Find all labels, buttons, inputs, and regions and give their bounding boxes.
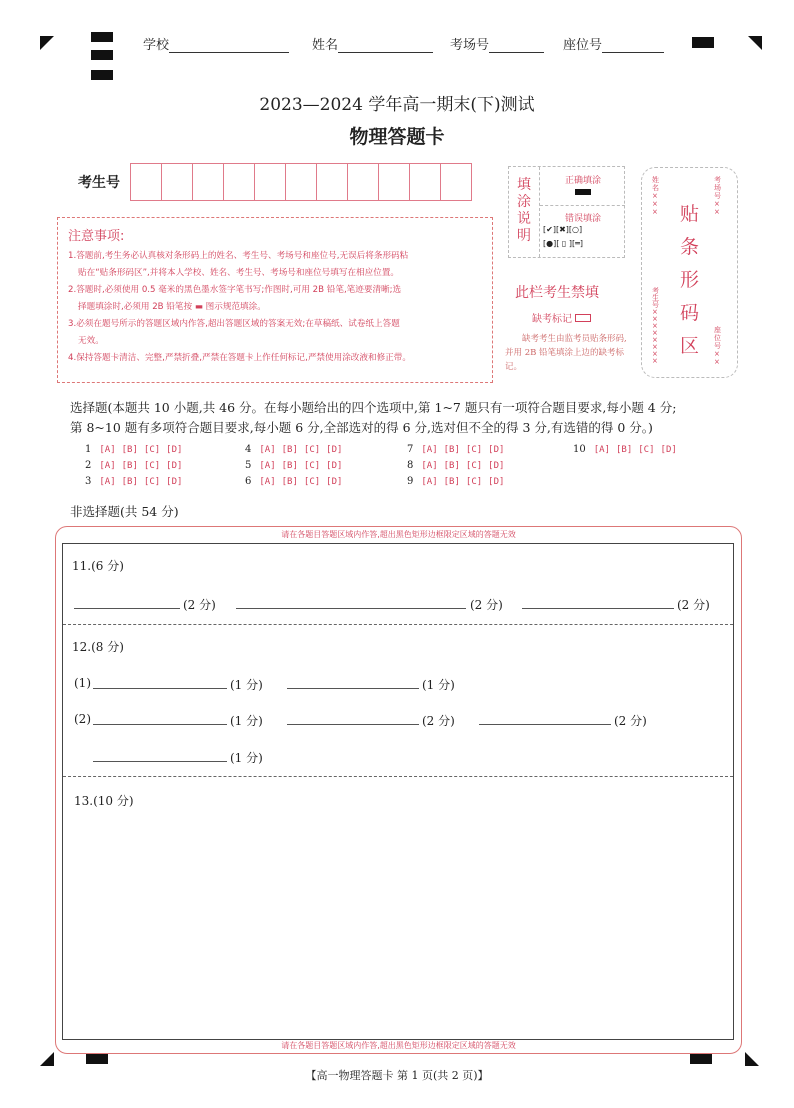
question-number: 4 bbox=[245, 444, 252, 455]
timing-mark bbox=[690, 1053, 712, 1064]
option-bubble[interactable]: [B] bbox=[281, 477, 298, 487]
page-title: 2023—2024 学年高一期末(下)测试 bbox=[259, 95, 535, 115]
barcode-room: 考场号×× bbox=[714, 176, 721, 216]
option-bubble[interactable]: [A] bbox=[99, 461, 116, 471]
correct-fill-label: 正确填涂 bbox=[564, 176, 601, 186]
score: (2 分) bbox=[614, 714, 647, 728]
exam-room-label: 考场号 bbox=[450, 38, 490, 53]
option-bubble[interactable]: [A] bbox=[259, 477, 276, 487]
option-bubble[interactable]: [D] bbox=[660, 445, 677, 455]
option-bubble[interactable]: [C] bbox=[465, 445, 483, 455]
option-bubble[interactable]: [B] bbox=[121, 461, 138, 471]
student-id-label: 考生号 bbox=[78, 175, 120, 191]
school-field[interactable] bbox=[143, 34, 289, 53]
note-item: 2.答题时,必须使用 0.5 毫米的黑色墨水签字笔书写;作图时,可用 2B 铅笔,笔迹要清晰;选 bbox=[68, 285, 402, 295]
option-bubble[interactable]: [B] bbox=[443, 461, 460, 471]
school-label: 学校 bbox=[143, 38, 170, 53]
note-item: 3.必须在题号所示的答题区域内作答,超出答题区域的答案无效;在草稿纸、试卷纸上答题 bbox=[68, 319, 400, 329]
option-bubble[interactable]: [A] bbox=[593, 445, 610, 455]
corner-mark bbox=[748, 36, 762, 50]
option-bubble[interactable]: [C] bbox=[303, 461, 321, 471]
option-bubble[interactable]: [C] bbox=[143, 445, 161, 455]
q12-answer-1a[interactable] bbox=[93, 676, 227, 689]
score: (2 分) bbox=[470, 598, 503, 612]
score: (1 分) bbox=[230, 714, 263, 728]
note-item: 无效。 bbox=[78, 336, 104, 346]
score: (2 分) bbox=[422, 714, 455, 728]
choice-question bbox=[85, 444, 188, 455]
choice-question bbox=[245, 460, 348, 471]
choice-question bbox=[407, 444, 510, 455]
option-bubble[interactable]: [C] bbox=[303, 445, 321, 455]
barcode-seat: 座位号×× bbox=[714, 326, 721, 366]
choice-line: 第 8~10 题有多项符合题目要求,每小题 6 分,全部选对的得 6 分,选对但不全的得 3 分,有选错的得 0 分。) bbox=[70, 420, 653, 435]
choice-question bbox=[407, 460, 510, 471]
barcode-name: 姓名××× bbox=[652, 176, 659, 216]
nonchoice-title: 非选择题(共 54 分) bbox=[70, 504, 179, 519]
option-bubble[interactable]: [A] bbox=[99, 477, 116, 487]
q12-label: 12.(8 分) bbox=[72, 640, 124, 654]
wrong-fill-label: 错误填涂 bbox=[564, 214, 601, 224]
corner-mark bbox=[40, 1052, 54, 1066]
absent-label: 缺考标记 bbox=[532, 314, 572, 325]
wrong-fill-samples: [●][ ▯ ][═] bbox=[543, 239, 584, 248]
option-bubble[interactable]: [A] bbox=[259, 445, 276, 455]
timing-mark bbox=[692, 37, 714, 48]
q13-answer-area[interactable] bbox=[63, 790, 733, 1038]
wrong-fill-samples: [✔][✖][○] bbox=[543, 225, 583, 234]
option-bubble[interactable]: [D] bbox=[166, 461, 183, 471]
choice-question bbox=[85, 476, 188, 487]
option-bubble[interactable]: [D] bbox=[166, 477, 183, 487]
timing-mark bbox=[91, 50, 113, 60]
question-number: 5 bbox=[245, 460, 252, 471]
barcode-id: 考生号×××××××× bbox=[652, 287, 659, 365]
question-number: 6 bbox=[245, 476, 252, 487]
option-bubble[interactable]: [A] bbox=[421, 477, 438, 487]
seat-field[interactable] bbox=[563, 34, 664, 53]
exam-room-field[interactable] bbox=[450, 34, 544, 53]
score: (1 分) bbox=[230, 751, 263, 765]
choice-question bbox=[245, 476, 348, 487]
choice-question bbox=[407, 476, 510, 487]
q11-answer-1[interactable] bbox=[74, 596, 180, 609]
option-bubble[interactable]: [A] bbox=[421, 461, 438, 471]
fill-guide bbox=[508, 166, 625, 258]
option-bubble[interactable]: [D] bbox=[166, 445, 183, 455]
option-bubble[interactable]: [A] bbox=[99, 445, 116, 455]
option-bubble[interactable]: [C] bbox=[638, 445, 655, 455]
forbidden-title: 此栏考生禁填 bbox=[515, 285, 599, 301]
score: (1 分) bbox=[422, 678, 455, 692]
q11-label: 11.(6 分) bbox=[72, 559, 124, 573]
question-number: 1 bbox=[85, 444, 92, 455]
question-number: 2 bbox=[85, 460, 92, 471]
q11-answer-3[interactable] bbox=[522, 596, 674, 609]
absent-mark[interactable] bbox=[532, 310, 591, 325]
student-id-grid[interactable] bbox=[130, 163, 472, 201]
option-bubble[interactable]: [D] bbox=[326, 477, 343, 487]
note-item: 1.答题前,考生务必认真核对条形码上的姓名、考生号、考场号和座位号,无误后将条形码粘 bbox=[68, 251, 409, 261]
option-bubble[interactable]: [B] bbox=[281, 461, 298, 471]
option-bubble[interactable]: [C] bbox=[303, 477, 321, 487]
note-item: 贴在“贴条形码区”,并将本人学校、姓名、考生号、考场号和座位号填写在相应位置。 bbox=[78, 268, 400, 278]
option-bubble[interactable]: [D] bbox=[326, 461, 343, 471]
choice-line: 选择题(本题共 10 小题,共 46 分。在每小题给出的四个选项中,第 1~7 题只有一项符合题目要求,每小题 4 分; bbox=[70, 400, 677, 415]
q11-answer-2[interactable] bbox=[236, 596, 466, 609]
barcode-title: 贴条形码区 bbox=[680, 203, 700, 357]
notes-title: 注意事项: bbox=[68, 229, 125, 244]
option-bubble[interactable]: [D] bbox=[488, 445, 505, 455]
part-label: (2) bbox=[74, 712, 91, 726]
q12-answer-2a[interactable] bbox=[93, 712, 227, 725]
option-bubble[interactable]: [B] bbox=[443, 477, 460, 487]
question-number: 3 bbox=[85, 476, 92, 487]
name-label: 姓名 bbox=[312, 38, 339, 53]
option-bubble[interactable]: [D] bbox=[488, 461, 505, 471]
option-bubble[interactable]: [C] bbox=[143, 461, 161, 471]
timing-mark bbox=[91, 70, 113, 80]
option-bubble[interactable]: [D] bbox=[326, 445, 343, 455]
timing-mark bbox=[86, 1053, 108, 1064]
q12-answer-2b[interactable] bbox=[287, 712, 419, 725]
note-item: 择题填涂时,必须用 2B 铅笔按 ▬ 图示规范填涂。 bbox=[78, 302, 266, 312]
choice-question bbox=[573, 444, 683, 455]
option-bubble[interactable]: [B] bbox=[121, 445, 138, 455]
note-item: 4.保持答题卡清洁、完整,严禁折叠,严禁在答题卡上作任何标记,严禁使用涂改液和修正带。 bbox=[68, 353, 411, 363]
bottom-banner: 请在各题目答题区域内作答,超出黑色矩形边框限定区域的答题无效 bbox=[281, 1041, 516, 1050]
corner-mark bbox=[745, 1052, 759, 1066]
option-bubble[interactable]: [D] bbox=[488, 477, 505, 487]
name-field[interactable] bbox=[312, 34, 433, 53]
option-bubble[interactable]: [B] bbox=[443, 445, 460, 455]
choice-question bbox=[245, 444, 348, 455]
notes-box bbox=[57, 217, 493, 383]
option-bubble[interactable]: [C] bbox=[465, 477, 483, 487]
score: (2 分) bbox=[183, 598, 216, 612]
option-bubble[interactable]: [A] bbox=[259, 461, 276, 471]
part-label: (1) bbox=[74, 676, 91, 690]
fill-guide-title: 填涂说明 bbox=[517, 177, 531, 244]
top-banner: 请在各题目答题区域内作答,超出黑色矩形边框限定区域的答题无效 bbox=[281, 530, 516, 539]
score: (1 分) bbox=[230, 678, 263, 692]
timing-mark bbox=[91, 32, 113, 42]
corner-mark bbox=[40, 36, 54, 50]
choice-question bbox=[85, 460, 188, 471]
option-bubble[interactable]: [A] bbox=[421, 445, 438, 455]
seat-label: 座位号 bbox=[563, 38, 603, 53]
option-bubble[interactable]: [B] bbox=[281, 445, 298, 455]
score: (2 分) bbox=[677, 598, 710, 612]
correct-fill-sample bbox=[575, 189, 591, 195]
page-subtitle: 物理答题卡 bbox=[349, 126, 445, 148]
q13-label: 13.(10 分) bbox=[74, 794, 134, 808]
barcode-area bbox=[641, 167, 738, 378]
option-bubble[interactable]: [C] bbox=[465, 461, 483, 471]
question-number: 7 bbox=[407, 444, 414, 455]
q12-answer-2c[interactable] bbox=[479, 712, 611, 725]
option-bubble[interactable]: [B] bbox=[616, 445, 633, 455]
option-bubble[interactable]: [B] bbox=[121, 477, 138, 487]
q12-answer-1b[interactable] bbox=[287, 676, 419, 689]
question-number: 9 bbox=[407, 476, 414, 487]
option-bubble[interactable]: [C] bbox=[143, 477, 161, 487]
question-number: 8 bbox=[407, 460, 414, 471]
question-number: 10 bbox=[573, 444, 586, 455]
choice-instructions bbox=[70, 398, 750, 438]
absent-note: 缺考考生由监考员贴条形码,并用 2B 铅笔填涂上边的缺考标记。 bbox=[505, 334, 627, 372]
q12-answer-2d[interactable] bbox=[93, 749, 227, 762]
page-footer: 【高一物理答题卡 第 1 页(共 2 页)】 bbox=[305, 1069, 489, 1082]
